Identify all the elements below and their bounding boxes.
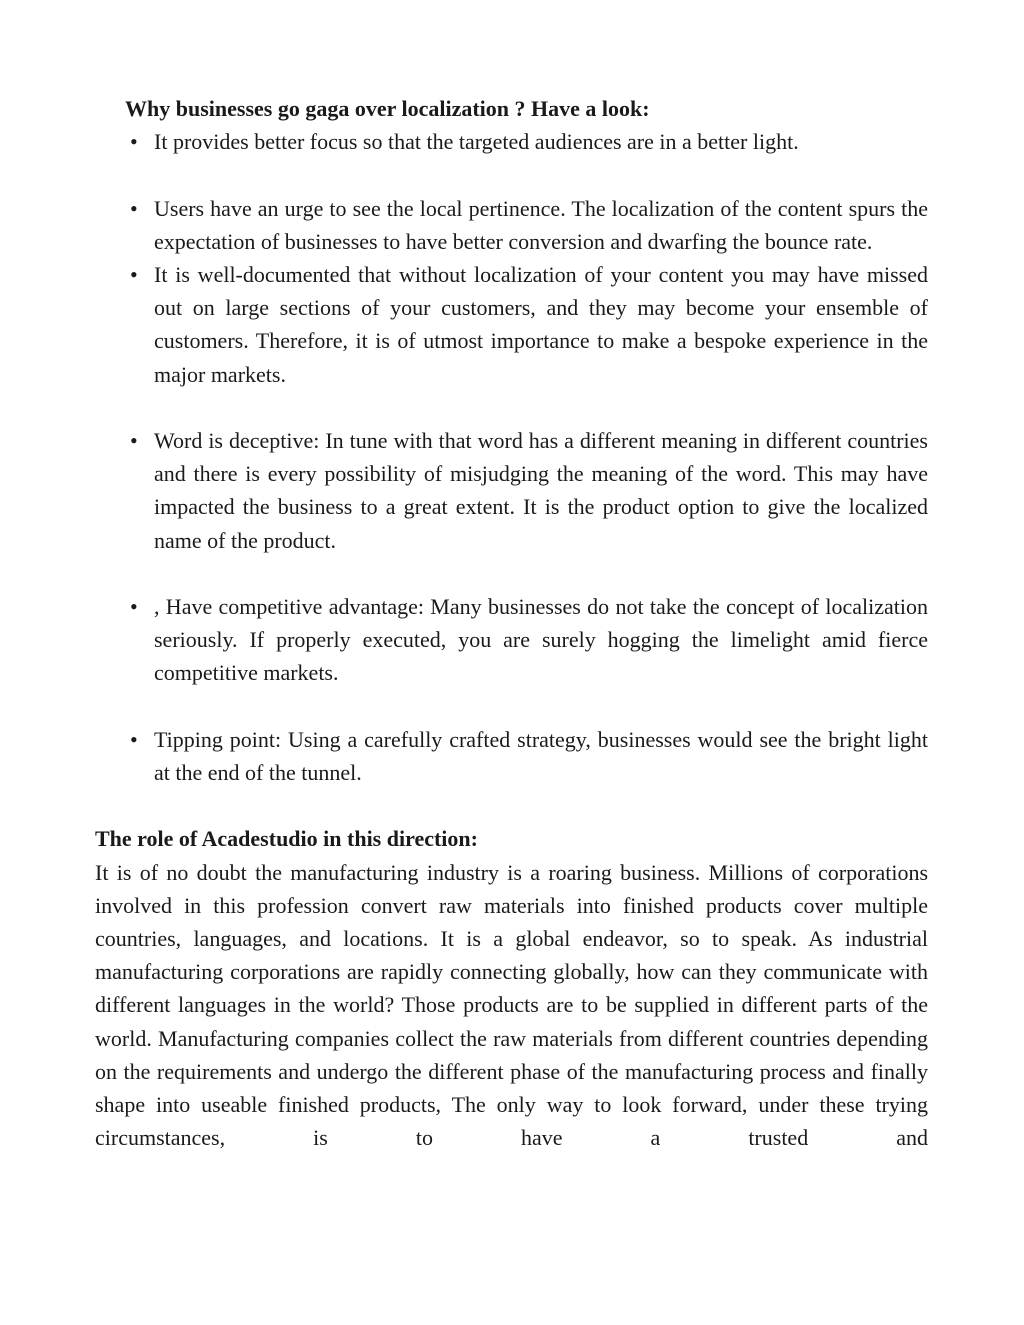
- localization-benefits-list: [95, 125, 928, 789]
- list-item: [95, 125, 928, 158]
- bullet-icon: •: [130, 195, 138, 221]
- list-item-text: Tipping point: Using a carefully crafted strategy, businesses would see the bright light at the end of the tunnel.: [154, 726, 928, 785]
- list-item-text: Word is deceptive: In tune with that word has a different meaning in different countries and there is every possibility of misjudging the meaning of the word. This may have impacted the business to a great extent. It is the product option to give the localized name of the product.: [154, 428, 928, 553]
- body-paragraph: It is of no doubt the manufacturing industry is a roaring business. Millions of corporations involved in this profession convert raw materials into finished products cover multiple countries, languages, and locations. It is a global endeavor, so to speak. As industrial manufacturing corporations are rapidly connecting globally, how can they communicate with different languages in the world? Those products are to be supplied in different parts of the world. Manufacturing companies collect the raw materials from different countries depending on the requirements and undergo the different phase of the manufacturing process and finally shape into useable finished products, The only way to look forward, under these trying circumstances, is to have a trusted and: [95, 859, 928, 1151]
- list-item-text: It is well-documented that without localization of your content you may have missed out on large sections of your customers, and they may become your ensemble of customers. Therefore, it is of utmost importance to make a bespoke experience in the major markets.: [154, 262, 928, 387]
- section-heading-why-localization: Why businesses go gaga over localization ? Have a look:: [125, 96, 650, 121]
- list-item: [95, 192, 928, 258]
- document-page: [95, 92, 928, 1154]
- list-item: [95, 424, 928, 557]
- list-item: [95, 258, 928, 391]
- list-item-text: It provides better focus so that the targeted audiences are in a better light.: [154, 129, 799, 155]
- list-item: [95, 590, 928, 690]
- list-item: [95, 723, 928, 789]
- bullet-icon: •: [130, 129, 138, 155]
- list-item-text: , Have competitive advantage: Many businesses do not take the concept of localization seriously. If properly executed, you are surely hogging the limelight amid fierce competitive markets.: [154, 594, 928, 686]
- bullet-icon: •: [130, 262, 138, 287]
- bullet-icon: •: [130, 594, 138, 619]
- bullet-icon: •: [130, 428, 138, 453]
- bullet-icon: •: [130, 726, 138, 752]
- acadestudio-section: [95, 822, 928, 1154]
- list-item-text: Users have an urge to see the local pertinence. The localization of the content spurs the expectation of businesses to have better conversion and dwarfing the bounce rate.: [154, 195, 928, 254]
- section-heading-acadestudio-role: The role of Acadestudio in this direction:: [95, 826, 478, 852]
